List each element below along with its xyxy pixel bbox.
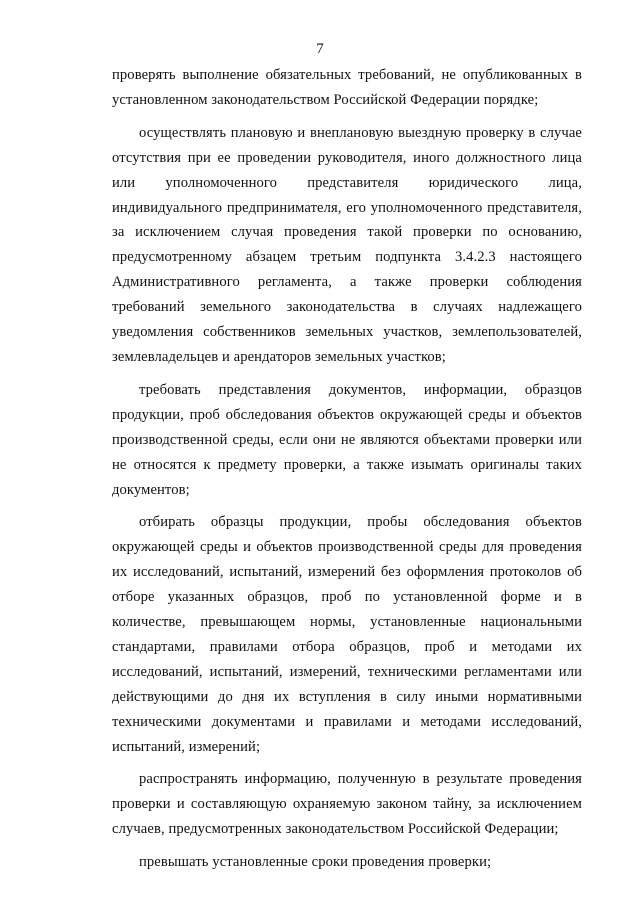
body-text xyxy=(112,63,582,875)
paragraph-request-documents: требовать представления документов, информации, образцов продукции, проб обследования объектов окружающей среды и объектов производственной среды, если они не являются объектами проверки или не относятся к предмету проверки, а также изымать оригиналы таких документов; xyxy=(112,381,582,498)
paragraph-disclose-information: распространять информацию, полученную в результате проведения проверки и составляющую охраняемую законом тайну, за исключением случаев, предусмотренных законодательством Российской Федерации; xyxy=(112,771,582,838)
paragraph-onsite-inspection: осуществлять плановую и внеплановую выездную проверку в случае отсутствия при ее проведении руководителя, иного должностного лица или уполномоченного представителя юридического лица, индивидуального предпринимателя, его уполномоченного представителя, за исключением случая проведения такой проверки по основанию, предусмотренному абзацем третьим подпункта 3.4.2.3 настоящего Административного регламента, а также проверки соблюдения требований земельного законодательства в случаях надлежащего уведомления собственников земельных участков, землепользователей, землевладельцев и арендаторов земельных участков; xyxy=(112,124,582,365)
paragraph-unpublished-requirements: проверять выполнение обязательных требований, не опубликованных в установленном законодательством Российской Федерации порядке; xyxy=(112,67,582,108)
paragraph-exceed-deadlines: превышать установленные сроки проведения проверки; xyxy=(139,854,492,871)
paragraph-sampling: отбирать образцы продукции, пробы обследования объектов окружающей среды и объектов производственной среды для проведения их исследований, испытаний, измерений без оформления протоколов об отборе указанных образцов, проб по установленной форме и в количестве, превышающем нормы, установленные национальными стандартами, правилами отбора образцов, проб и методами их исследований, испытаний, измерений, техническими регламентами или действующими до дня их вступления в силу иными нормативными техническими документами и правилами и методами исследований, испытаний, измерений; xyxy=(112,514,582,755)
page-number: 7 xyxy=(316,41,324,57)
